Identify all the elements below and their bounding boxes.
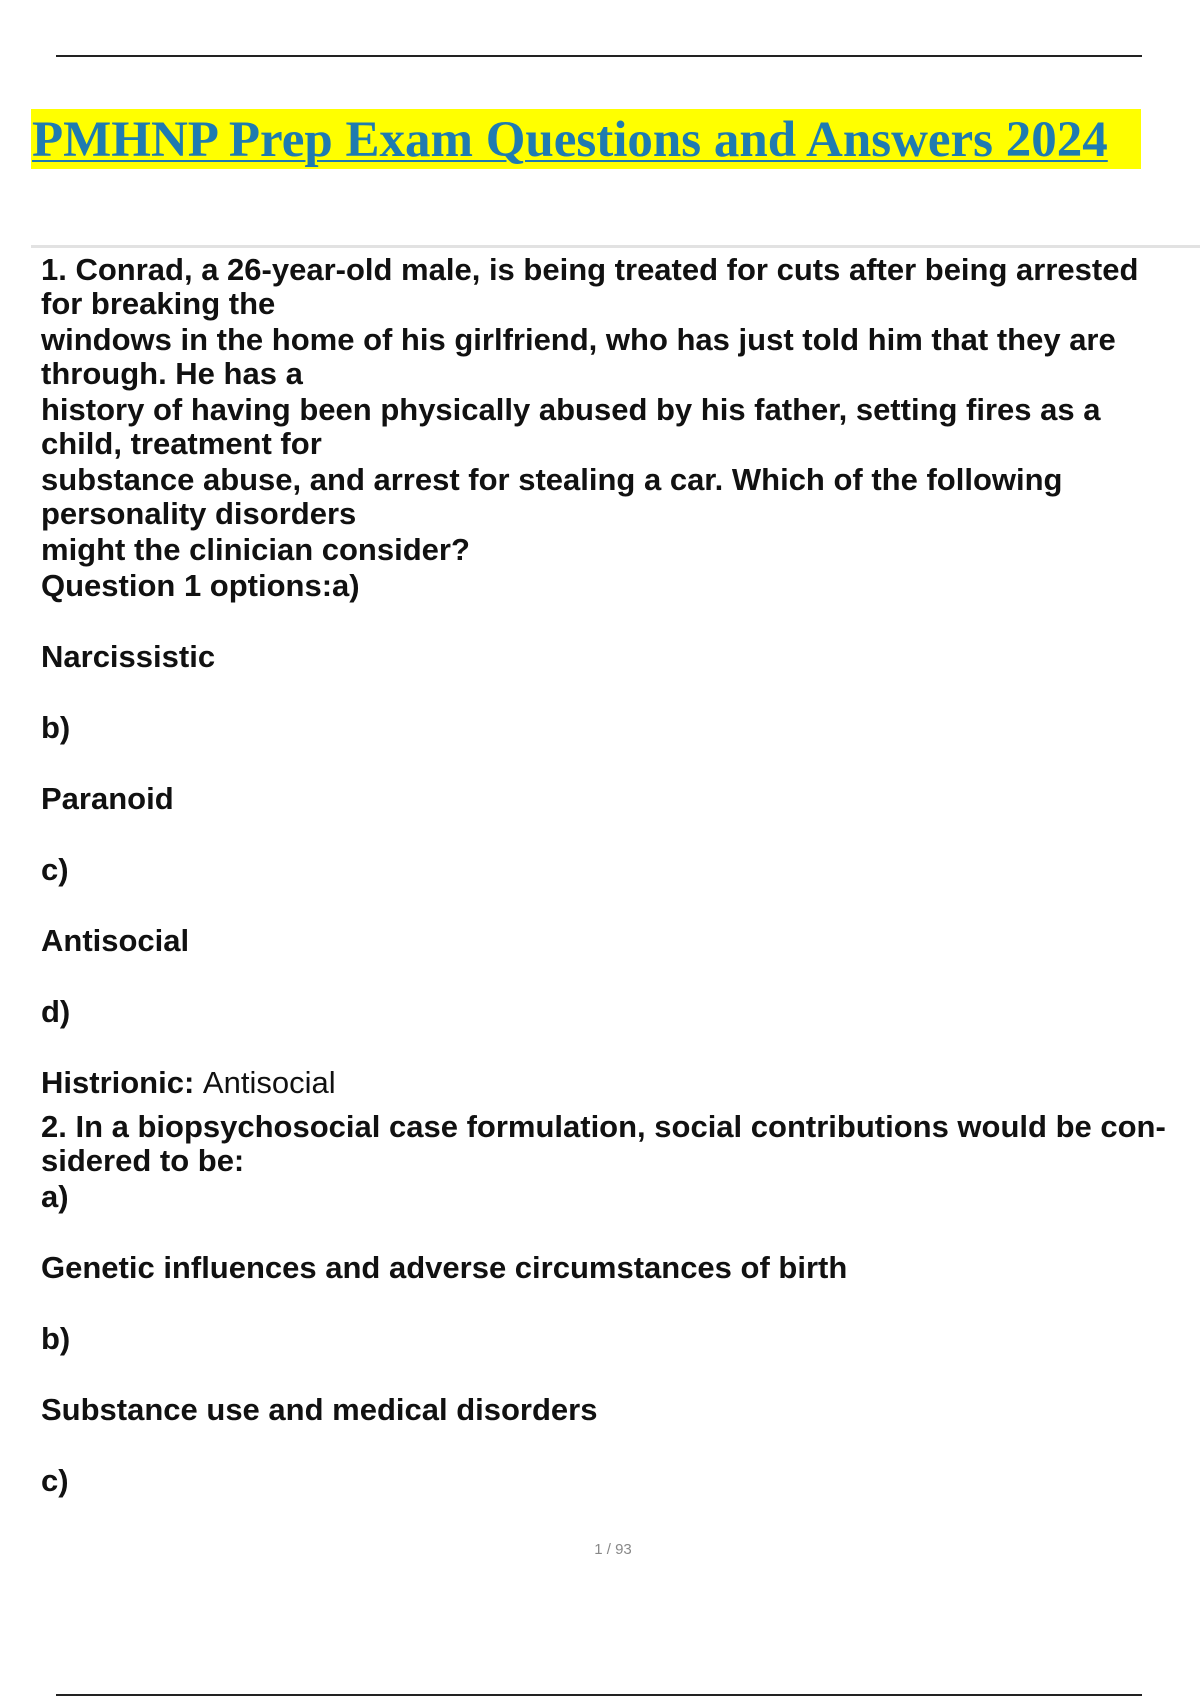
question-1-line-8: personality disorders (41, 496, 357, 531)
document-body (41, 252, 1191, 1499)
question-1-option-d-and-answer (41, 1065, 1191, 1101)
question-2 (41, 1109, 1191, 1499)
question-1 (41, 252, 1191, 1101)
question-1-answer: Antisocial (202, 1065, 336, 1100)
page-number: 1 / 93 (594, 1541, 632, 1558)
question-2-option-c-letter: c) (41, 1463, 69, 1498)
question-1-line-4: through. He has a (41, 356, 303, 391)
question-1-option-c-letter: c) (41, 852, 69, 887)
question-1-option-b-text: Paranoid (41, 781, 174, 816)
question-1-line-1: 1. Conrad, a 26-year-old male, is being treated for cuts after being arrested (41, 252, 1139, 287)
question-1-options-label: Question 1 options:a) (41, 568, 360, 603)
question-2-option-a-letter: a) (41, 1179, 69, 1214)
question-1-option-b-letter: b) (41, 710, 71, 745)
question-1-line-9: might the clinician consider? (41, 532, 470, 567)
question-2-option-a-text: Genetic influences and adverse circumstances of birth (41, 1250, 848, 1285)
question-1-line-5: history of having been physically abused by his father, setting fires as a (41, 392, 1101, 427)
question-2-line-2: sidered to be: (41, 1143, 245, 1178)
question-2-option-b-letter: b) (41, 1321, 71, 1356)
section-divider (31, 245, 1200, 248)
question-2-line-1: 2. In a biopsychosocial case formulation, social contributions would be con- (41, 1109, 1166, 1144)
document-title: PMHNP Prep Exam Questions and Answers 2024 (32, 112, 1108, 168)
question-1-line-2: for breaking the (41, 286, 276, 321)
question-1-option-c-text: Antisocial (41, 923, 190, 958)
question-1-option-d-letter: d) (41, 994, 71, 1029)
question-1-line-7: substance abuse, and arrest for stealing a car. Which of the following (41, 462, 1063, 497)
question-1-line-6: child, treatment for (41, 426, 322, 461)
question-2-option-b-text: Substance use and medical disorders (41, 1392, 598, 1427)
bottom-rule (56, 1694, 1142, 1696)
top-rule (56, 55, 1142, 57)
question-1-option-a-text: Narcissistic (41, 639, 216, 674)
question-1-option-d-text: Histrionic: (41, 1065, 195, 1100)
question-1-line-3: windows in the home of his girlfriend, who has just told him that they are (41, 322, 1116, 357)
